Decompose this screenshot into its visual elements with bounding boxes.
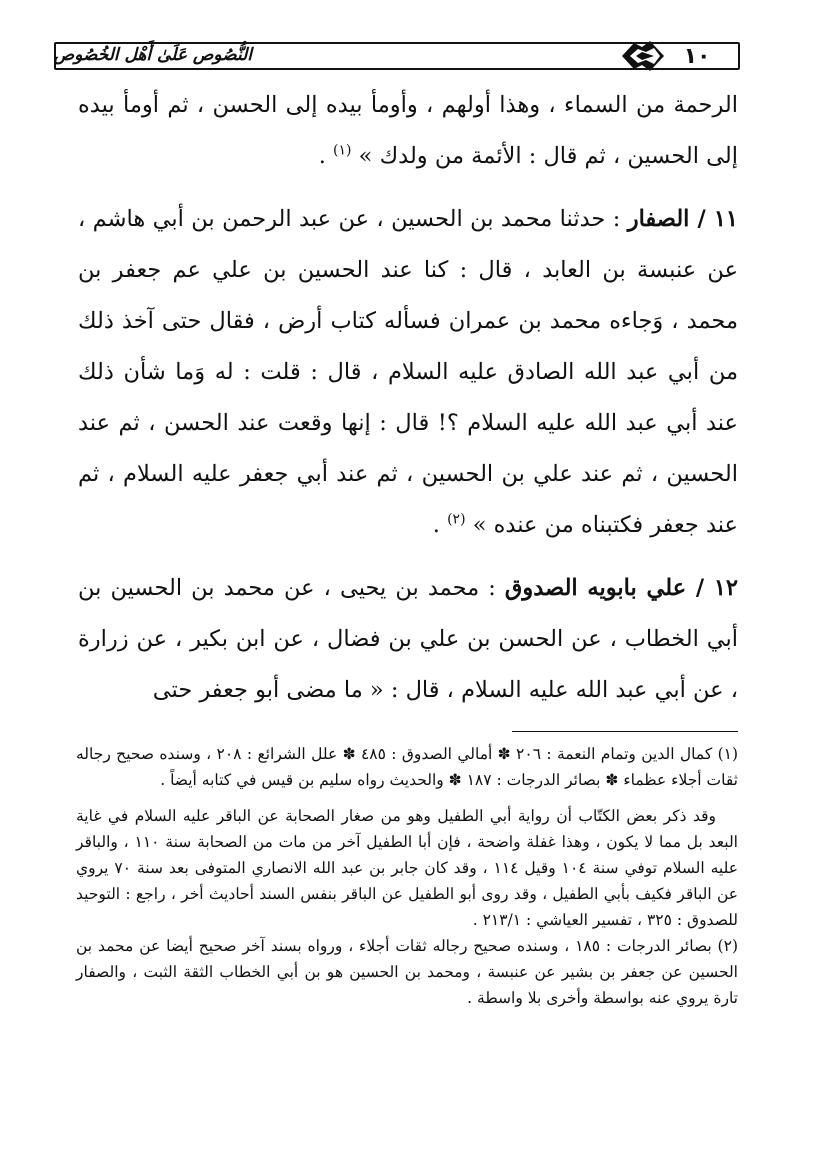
hadith-11: ١١ / الصفار : حدثنا محمد بن الحسين ، عن عبد الرحمن بن أبي هاشم ، عن عنبسة بن العابد ، قال : كنا عند الحسين بن علي عم جعفر بن محمد ، وَجاءه محمد بن عمران فسأله كتاب أرض ، فقال حتى آخذ ذلك من أبي عبد الله الصادق عليه السلام ، قال : قلت : له وَما شأن ذلك عند أبي عبد الله عليه السلام ؟! قال : إنها وقعت عند الحسن ، ثم عند الحسين ، ثم عند علي بن الحسين ، ثم عند أبي جعفر عليه السلام ، ثم عند جعفر فكتبناه من عنده » $^{(٢)}$ . (78, 206, 738, 538)
main-text (78, 80, 738, 716)
footnote-2: (٢) بصائر الدرجات : ١٨٥ ، وسنده صحيح رجاله ثقات أجلاء ، ورواه بسند آخر صحيح أيضا عن محمد بن الحسين عن جعفر بن بشير عن عنبسة ، ومحمد بن الحسين هو بن أبي الخطاب الثقة الثبت ، والصفار تارة يروي عنه بواسطة وأخرى بلا واسطة . (76, 937, 738, 1007)
ornament-icon (620, 37, 666, 75)
page-number: ١٠ (683, 44, 711, 69)
footnote-1-note: وقد ذكر بعض الكتّاب أن رواية أبي الطفيل وهو من صغار الصحابة عن الباقر عليه السلام في غاية البعد بل مما لا يكون ، وهذا غفلة واضحة ، فإن أبا الطفيل آخر من مات من الصحابة سنة ١١٠ ، والباقر عليه السلام توفي سنة ١٠٤ وقيل ١١٤ ، وقد كان جابر بن عبد الله الانصاري المتوفى بعد سنة ٧٠ يروي عن الباقر فكيف بأبي الطفيل ، وقد روى أبو الطفيل عن الباقر بنفس السند أحاديث أخر ، راجع : التوحيد للصدوق : ٣٢٥ ، تفسير العياشي : ٢١٣/١ . (76, 807, 738, 929)
page-header (54, 34, 740, 78)
hadith-number: ١٢ / (686, 575, 739, 601)
book-title: النُّصُوص عَلَىٰ أَهْل الخُصُوص (53, 45, 252, 65)
footnote-ref-1: (١) (333, 142, 352, 159)
hadith-number: ١١ / (689, 206, 738, 232)
paragraph-continued: الرحمة من السماء ، وهذا أولهم ، وأومأ بيده إلى الحسن ، ثم أومأ بيده إلى الحسين ، ثم قال : الأئمة من ولدك » $^{(١)}$ . (78, 92, 738, 169)
footnote-1: (١) كمال الدين وتمام النعمة : ٢٠٦ ✽ أمالي الصدوق : ٤٨٥ ✽ علل الشرائع : ٢٠٨ ، وسنده صحيح رجاله ثقات أجلاء عظماء ✽ بصائر الدرجات : ١٨٧ ✽ والحديث رواه سليم بن قيس في كتابه أيضاً . (76, 745, 739, 789)
hadith-12: ١٢ / علي بابويه الصدوق : محمد بن يحيى ، عن محمد بن الحسين بن أبي الخطاب ، عن الحسن بن علي بن فضال ، عن ابن بكير ، عن زرارة ، عن أبي عبد الله عليه السلام ، قال : « ما مضى أبو جعفر حتى (78, 575, 739, 703)
footnote-divider (512, 731, 738, 732)
hadith-narrator: الصفار (627, 206, 690, 232)
hadith-narrator: علي بابويه الصدوق (504, 575, 687, 601)
footnotes (76, 741, 738, 1011)
footnote-ref-2: (٢) (447, 511, 466, 528)
